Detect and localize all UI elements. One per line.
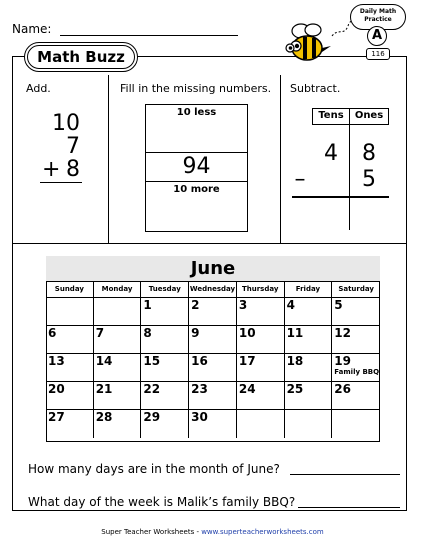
calendar-cell [189, 354, 237, 382]
calendar-cell [94, 298, 142, 326]
calendar-date: 2 [191, 298, 200, 312]
calendar-date: 30 [191, 410, 208, 424]
calendar-day-header: Tuesday [141, 282, 189, 298]
calendar-date: 23 [191, 382, 208, 396]
calendar-cell [237, 354, 285, 382]
calendar-date: 15 [143, 354, 161, 368]
calendar-date: 13 [48, 354, 65, 368]
calendar-day-header: Wednesday [189, 282, 237, 298]
calendar-date: 6 [48, 326, 57, 340]
calendar-date: 8 [143, 326, 152, 340]
ten-less-label: 10 less [176, 107, 217, 118]
ones-header: Ones [354, 110, 384, 121]
divider-subtract [280, 75, 281, 243]
ten-more-label: 10 more [173, 184, 220, 195]
calendar-cell [189, 326, 237, 354]
calendar-date: 27 [48, 410, 65, 424]
calendar-cell [141, 298, 189, 326]
badge-line-2: Practice [364, 16, 392, 23]
name-line[interactable] [60, 35, 238, 36]
calendar-cell [237, 326, 285, 354]
add-label: Add. [26, 82, 51, 95]
calendar-date: 22 [143, 382, 161, 396]
calendar-cell [94, 410, 142, 438]
calendar-day-header: Monday [94, 282, 142, 298]
calendar-date: 5 [334, 298, 343, 312]
calendar-date: 11 [286, 326, 304, 340]
calendar-date: 7 [95, 326, 105, 340]
calendar-month: June [46, 256, 380, 282]
calendar-cell [46, 410, 94, 438]
calendar-cell [285, 410, 333, 438]
subtract-label: Subtract. [290, 82, 341, 95]
calendar-cell [285, 326, 333, 354]
divider-add [108, 75, 109, 243]
calendar-cell [332, 354, 380, 382]
add-number-2: 7 [66, 134, 80, 159]
calendar-day-header: Thursday [237, 282, 285, 298]
calendar-cell [332, 298, 380, 326]
calendar-day-header: Saturday [332, 282, 380, 298]
calendar-event: Family BBQ [334, 368, 380, 376]
question-2: What day of the week is Malik’s family BBQ? [28, 495, 296, 509]
add-number-1: 10 [52, 111, 80, 136]
calendar-cell [46, 382, 94, 410]
calendar-cell [285, 382, 333, 410]
calendar-cell [332, 326, 380, 354]
calendar-cell [237, 382, 285, 410]
bee-icon [285, 18, 335, 68]
ten-more-answer[interactable] [148, 198, 245, 228]
missing-divider-2 [145, 181, 248, 182]
subtract-ones-answer[interactable] [350, 200, 389, 228]
calendar-cell [189, 382, 237, 410]
calendar-date: 1 [143, 298, 152, 312]
calendar-day-header: Friday [285, 282, 333, 298]
footer-brand: Super Teacher Worksheets - [101, 528, 202, 536]
name-label: Name: [12, 22, 52, 36]
calendar-cell [94, 354, 142, 382]
calendar-cell [189, 410, 237, 438]
footer [0, 528, 425, 536]
calendar-cell [237, 298, 285, 326]
calendar-date: 18 [286, 354, 304, 368]
calendar-cell [94, 326, 142, 354]
calendar-cell [189, 298, 237, 326]
calendar-cell [141, 326, 189, 354]
calendar-date: 19 [334, 354, 351, 368]
calendar-date: 24 [238, 382, 256, 396]
calendar-date: 16 [191, 354, 208, 368]
calendar-date: 21 [95, 382, 113, 396]
calendar-cell [285, 354, 333, 382]
calendar-cell [285, 298, 333, 326]
calendar-date: 9 [191, 326, 200, 340]
calendar-date: 26 [334, 382, 351, 396]
missing-divider-1 [145, 152, 248, 153]
divider-horizontal [12, 243, 407, 244]
answer-line-1[interactable] [290, 474, 400, 475]
ten-less-answer[interactable] [148, 122, 245, 150]
calendar-cell [332, 382, 380, 410]
calendar-cell [141, 410, 189, 438]
add-answer-line[interactable] [40, 182, 82, 183]
calendar-date: 4 [286, 298, 295, 312]
calendar-date: 29 [143, 410, 161, 424]
calendar-cell [46, 326, 94, 354]
subtract-answer-rule [292, 196, 389, 198]
calendar-date: 12 [334, 326, 351, 340]
footer-url[interactable]: www.superteacherworksheets.com [201, 528, 324, 536]
tens-header: Tens [318, 110, 344, 121]
calendar-date: 25 [286, 382, 304, 396]
calendar-day-header: Sunday [46, 282, 94, 298]
calendar-cell [332, 410, 380, 438]
calendar-date: 28 [95, 410, 113, 424]
calendar-date: 17 [238, 354, 256, 368]
badge-letter: A [367, 26, 387, 46]
add-number-3: 8 [66, 157, 80, 182]
subtract-ones-1: 8 [362, 141, 376, 166]
badge-number: 116 [366, 48, 390, 60]
subtract-tens-1: 4 [324, 141, 338, 166]
calendar-cell [237, 410, 285, 438]
subtract-ones-2: 5 [362, 167, 376, 192]
answer-line-2[interactable] [298, 507, 400, 508]
given-number: 94 [182, 154, 211, 179]
missing-label: Fill in the missing numbers. [120, 82, 272, 95]
calendar-cell [94, 382, 142, 410]
calendar-date: 3 [238, 298, 248, 312]
calendar-cell [46, 298, 94, 326]
calendar-date: 20 [48, 382, 65, 396]
worksheet-title: Math Buzz [27, 45, 135, 69]
calendar-date: 14 [95, 354, 113, 368]
calendar-date: 10 [238, 326, 256, 340]
calendar-cell [141, 354, 189, 382]
calendar-cell [141, 382, 189, 410]
badge-line-1: Daily Math [359, 8, 397, 15]
plus-sign: + [42, 157, 61, 182]
subtract-tens-answer[interactable] [312, 200, 349, 228]
calendar-cell [46, 354, 94, 382]
question-1: How many days are in the month of June? [28, 462, 280, 476]
minus-sign: – [294, 167, 306, 192]
